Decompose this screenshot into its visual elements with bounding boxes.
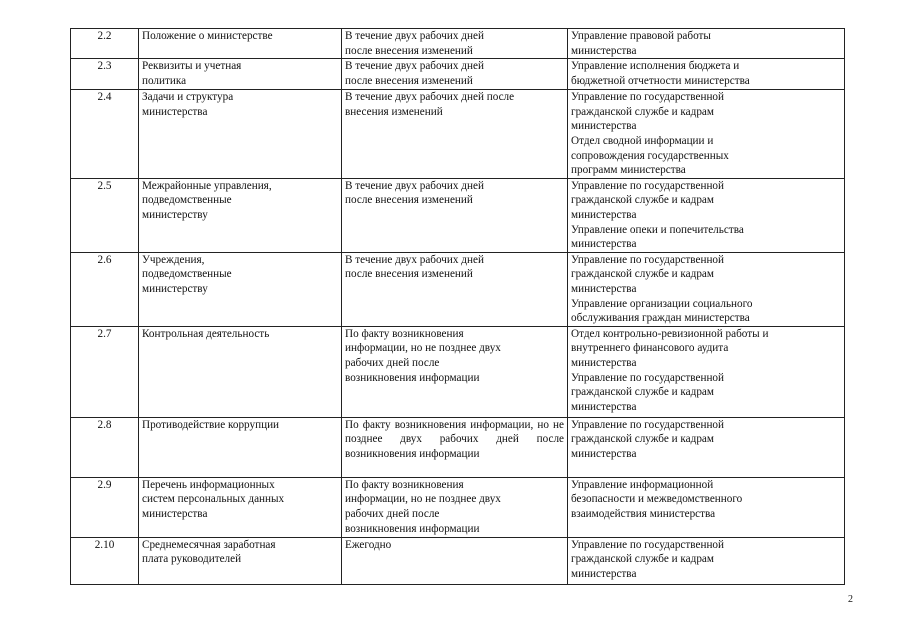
update-term: По факту возникновения информации, но не позднее двух рабочих дней после возникновения информации — [342, 417, 568, 477]
row-number: 2.4 — [71, 90, 139, 179]
table-row — [71, 252, 845, 326]
row-number: 2.5 — [71, 178, 139, 252]
row-number: 2.6 — [71, 252, 139, 326]
update-term: По факту возникновения информации, но не позднее двух рабочих дней после возникновения информации — [342, 326, 568, 417]
section-name: Среднемесячная заработная плата руководителей — [139, 537, 342, 584]
row-number: 2.10 — [71, 537, 139, 584]
responsible-unit: Управление по государственной гражданской службе и кадрам министерства — [568, 417, 845, 477]
row-number: 2.7 — [71, 326, 139, 417]
table-row — [71, 417, 845, 477]
table-row — [71, 59, 845, 90]
update-term: Ежегодно — [342, 537, 568, 584]
update-term: В течение двух рабочих дней после внесения изменений — [342, 90, 568, 179]
update-term: В течение двух рабочих дней после внесения изменений — [342, 178, 568, 252]
page-number: 2 — [848, 594, 853, 605]
responsible-unit: Управление информационной безопасности и межведомственного взаимодействия министерства — [568, 477, 845, 537]
section-name: Реквизиты и учетная политика — [139, 59, 342, 90]
section-name: Учреждения, подведомственные министерству — [139, 252, 342, 326]
section-name: Задачи и структура министерства — [139, 90, 342, 179]
table-row — [71, 178, 845, 252]
update-term: В течение двух рабочих дней после внесения изменений — [342, 59, 568, 90]
table-row — [71, 537, 845, 584]
section-name: Контрольная деятельность — [139, 326, 342, 417]
section-name: Межрайонные управления, подведомственные министерству — [139, 178, 342, 252]
responsible-unit: Управление по государственной гражданской службе и кадрам министерства — [568, 537, 845, 584]
row-number: 2.9 — [71, 477, 139, 537]
responsible-unit: Управление по государственной гражданской службе и кадрам министерства Управление опеки и попечительства министерства — [568, 178, 845, 252]
table-row — [71, 477, 845, 537]
responsible-unit: Управление правовой работы министерства — [568, 29, 845, 59]
row-number: 2.3 — [71, 59, 139, 90]
update-term: По факту возникновения информации, но не позднее двух рабочих дней после возникновения информации — [342, 477, 568, 537]
responsible-unit: Отдел контрольно-ревизионной работы и внутреннего финансового аудита министерства Управление по государственной гражданской службе и кадрам министерства — [568, 326, 845, 417]
update-term: В течение двух рабочих дней после внесения изменений — [342, 252, 568, 326]
row-number: 2.2 — [71, 29, 139, 59]
responsible-unit: Управление по государственной гражданской службе и кадрам министерства Отдел сводной информации и сопровождения государственных программ министерства — [568, 90, 845, 179]
table-row — [71, 29, 845, 59]
information-table — [70, 28, 845, 585]
row-number: 2.8 — [71, 417, 139, 477]
section-name: Противодействие коррупции — [139, 417, 342, 477]
update-term: В течение двух рабочих дней после внесения изменений — [342, 29, 568, 59]
section-name: Перечень информационных систем персональных данных министерства — [139, 477, 342, 537]
section-name: Положение о министерстве — [139, 29, 342, 59]
table-row — [71, 90, 845, 179]
table-row — [71, 326, 845, 417]
responsible-unit: Управление исполнения бюджета и бюджетной отчетности министерства — [568, 59, 845, 90]
responsible-unit: Управление по государственной гражданской службе и кадрам министерства Управление организации социального обслуживания граждан министерства — [568, 252, 845, 326]
